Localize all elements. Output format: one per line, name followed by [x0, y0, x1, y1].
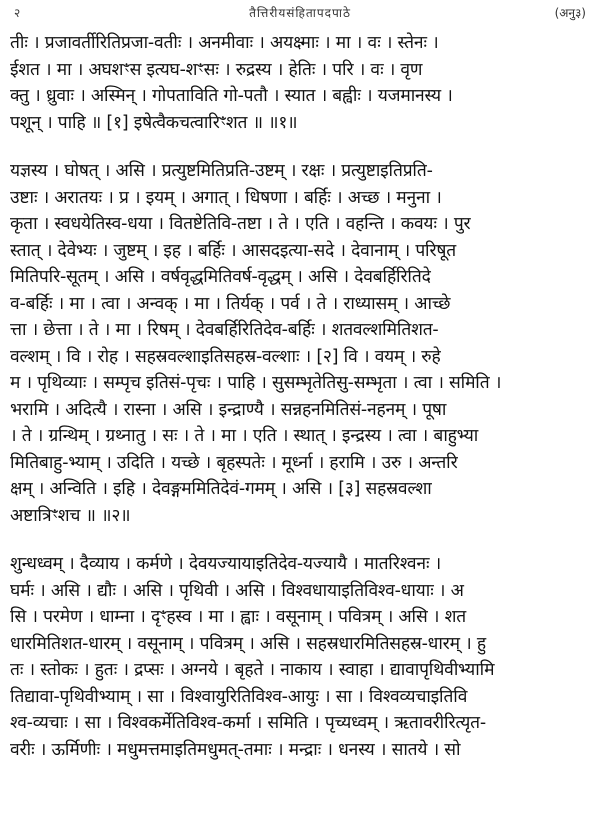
text-line: मितिबाहु-भ्याम् । उदिति । यच्छे । बृहस्पतेः । मूर्ध्ना । हरामि । उरु । अन्तरि	[10, 452, 458, 473]
text-line: वल्शम् । वि । रोह । सहस्रवल्शाइतिसहस्र-वल्शाः । [२] वि । वयम् । रुहे	[10, 346, 441, 367]
text-line: यज्ञस्य । घोषत् । असि । प्रत्युष्टमितिप्रति-उष्टम् । रक्षः । प्रत्युष्टाइतिप्रति-	[10, 161, 433, 181]
text-line: शुन्धध्वम् । दैव्याय । कर्मणे । देवयज्यायाइतिदेव-यज्यायै । मातरिश्वनः ।	[10, 554, 442, 574]
text-line: कृता । स्वधयेतिस्व-धया । वितष्टेतिवि-तष्टा । ते । एति । वहन्ति । कवयः । पुर	[10, 214, 471, 234]
text-line: उष्टाः । अरातयः । प्र । इयम् । अगात् । धिषणा । बर्हिः । अच्छ । मनुना ।	[10, 187, 442, 208]
page-header	[0, 0, 600, 22]
text-line: व-बर्हिः । मा । त्वा । अन्वक् । मा । तिर्यक् । पर्व । ते । राध्यासम् । आच्छे	[10, 293, 451, 314]
text-line: अष्टात्रिꣳशच ॥ ॥२॥	[10, 505, 131, 526]
paragraph-separator	[10, 136, 595, 158]
text-line: तः । स्तोकः । हुतः । द्रप्सः । अग्नये । बृहते । नाकाय । स्वाहा । द्यावापृथिवीभ्यामि	[10, 660, 495, 680]
text-line: धारमितिशत-धारम् । वसूनाम् । पवित्रम् । असि । सहस्रधारमितिसहस्र-धारम् । हु	[10, 633, 486, 654]
text-line: सि । परमेण । धाम्ना । दृꣳहस्व । मा । ह्वाः । वसूनाम् । पवित्रम् । असि । शत	[10, 607, 466, 627]
text-line: वरीः । ऊर्मिणीः । मधुमत्तमाइतिमधुमत्-तमाः । मन्द्राः । धनस्य । सातये । सो	[10, 739, 461, 760]
text-line: स्तात् । देवेभ्यः । जुष्टम् । इह । बर्हिः । आसदइत्या-सदे । देवानाम् । परिषूत	[10, 240, 457, 261]
text-line: त्ता । छेत्ता । ते । मा । रिषम् । देवबर्हिरितिदेव-बर्हिः । शतवल्शमितिशत-	[10, 320, 439, 340]
text-line: ईशत । मा । अघशꣳस इत्यघ-शꣳसः । रुद्रस्य । हेतिः । परि । वः । वृण	[10, 59, 423, 80]
page-text	[10, 30, 595, 763]
section-marker: (अनु३)	[554, 6, 586, 20]
text-line: घर्मः । असि । द्यौः । असि । पृथिवी । असि । विश्वधायाइतिविश्व-धायाः । अ	[10, 580, 464, 601]
paragraph-separator	[10, 529, 595, 551]
text-line: श्व-व्यचाः । सा । विश्वकर्मेतिविश्व-कर्मा । समिति । पृच्यध्वम् । ऋतावरीरित्यृत-	[10, 713, 486, 733]
text-line: म । पृथिव्याः । सम्पृच इतिसं-पृचः । पाहि । सुसम्भृतेतिसु-सम्भृता । त्वा । समिति ।	[10, 373, 502, 393]
text-line: तिद्यावा-पृथिवीभ्याम् । सा । विश्वायुरितिविश्व-आयुः । सा । विश्वव्यचाइतिवि	[10, 686, 468, 707]
text-line: पशून् । पाहि ॥ [१] इषेत्वैकचत्वारिꣳशत ॥ ॥१॥	[10, 112, 298, 133]
page-number: २	[14, 6, 21, 20]
text-line: तीः । प्रजावर्तीरितिप्रजा-वतीः । अनमीवाः । अयक्ष्माः । मा । वः । स्तेनः ।	[10, 33, 439, 53]
running-title: तैत्तिरीयसंहितापदपाठे	[249, 6, 351, 20]
text-line: भरामि । अदित्यै । रास्ना । असि । इन्द्राण्यै । सन्नहनमितिसं-नहनम् । पूषा	[10, 399, 447, 420]
text-line: क्तु । ध्रुवाः । अस्मिन् । गोपताविति गो-पतौ । स्यात । बह्वीः । यजमानस्य ।	[10, 86, 453, 106]
text-line: क्षम् । अन्विति । इहि । देवङ्गममितिदेवं-गमम् । असि । [३] सहस्रवल्शा	[10, 479, 432, 499]
text-line: मितिपरि-सूतम् । असि । वर्षवृद्धमितिवर्ष-वृद्धम् । असि । देवबर्हिरितिदे	[10, 267, 431, 287]
text-line: । ते । ग्रन्थिम् । ग्रथ्नातु । सः । ते । मा । एति । स्थात् । इन्द्रस्य । त्वा । बाहुभ्या	[10, 426, 479, 446]
